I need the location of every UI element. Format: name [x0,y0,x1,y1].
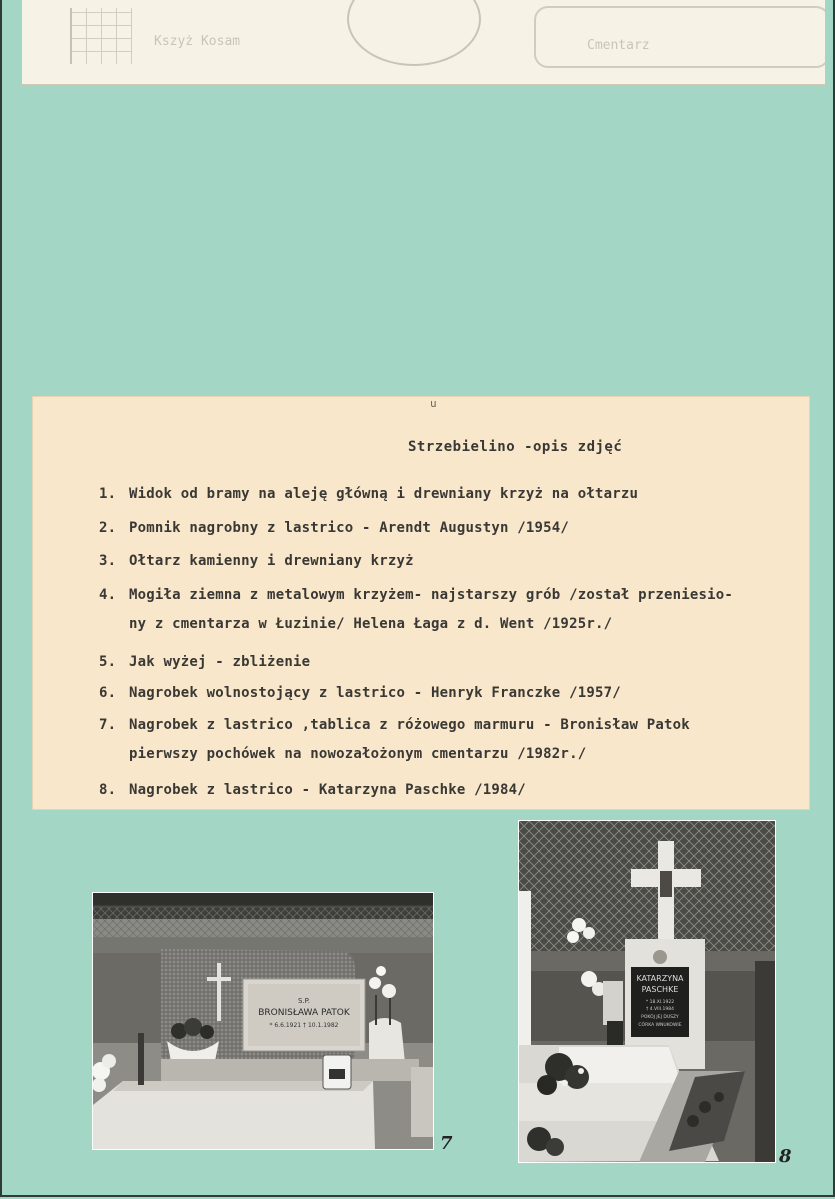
plaque-sp: S.P. [297,997,311,1005]
list-item [99,486,638,502]
item-text: Nagrobek wolnostojący z lastrico - Henryk Franczke /1957/ [129,685,621,701]
item-text: Ołtarz kamienny i drewniany krzyż [129,553,414,569]
item-text: Nagrobek z lastrico ,tablica z różowego marmuru - Bronisław Patok [129,717,690,733]
photo-number-7: 7 [440,1133,453,1154]
item-text: Nagrobek z lastrico - Katarzyna Paschke /1984/ [129,782,526,798]
list-item [99,654,310,670]
grave-photo-8 [519,821,775,1162]
list-item [99,587,733,632]
plaque-name: BRONISŁAWA PATOK [258,1008,350,1018]
list-item [99,520,569,536]
faint-round-stamp [347,0,481,66]
faint-text: Kszyż Kosam [154,34,241,49]
item-number: 3. [99,553,117,569]
item-number: 2. [99,520,117,536]
item-number: 6. [99,685,117,701]
list-item [99,553,414,569]
photo-number-8: 8 [779,1146,792,1167]
plaque-line-1: KATARZYNA [636,974,684,983]
item-continuation: ny z cmentarza w Łuzinie/ Helena Łaga z d. Went /1925r./ [129,616,613,632]
grave-photo-7 [93,893,433,1149]
item-continuation: pierwszy pochówek na nowozałożonym cmentarzu /1982r./ [129,746,587,762]
plaque-line-2: PASCHKE [641,985,679,994]
plaque-line-6: CÓRKA WNUKOWIE [638,1023,682,1028]
item-number: 4. [99,587,117,603]
list-item [99,685,621,701]
item-text: Widok od bramy na aleję główną i drewniany krzyż na ołtarzu [129,486,639,502]
top-paper-strip [22,0,825,85]
faint-grid-mark [70,8,132,64]
item-number: 8. [99,782,117,798]
description-card [33,397,809,809]
item-text: Jak wyżej - zbliżenie [129,654,311,670]
grave-photo-7-image [93,893,433,1149]
plaque-line-3: * 18.XI.1922 [645,1000,675,1005]
item-text: Pomnik nagrobny z lastrico - Arendt Augustyn /1954/ [129,520,570,536]
plaque-dates: * 6.6.1921 † 10.1.1982 [269,1022,339,1029]
faint-text: Cmentarz [587,38,650,53]
item-number: 5. [99,654,117,670]
faint-rect-stamp [534,6,825,68]
doc-mark: u [430,397,437,410]
plaque-line-5: POKÓJ JEJ DUSZY [641,1015,679,1020]
item-number: 7. [99,717,117,733]
list-item [99,717,690,762]
plaque-line-4: † 4.VIII.1984 [646,1007,674,1012]
document-title: Strzebielino -opis zdjęć [408,439,623,455]
grave-photo-8-image [519,821,775,1162]
item-text: Mogiła ziemna z metalowym krzyżem- najstarszy grób /został przeniesio- [129,587,734,603]
item-number: 1. [99,486,117,502]
list-item [99,782,526,798]
